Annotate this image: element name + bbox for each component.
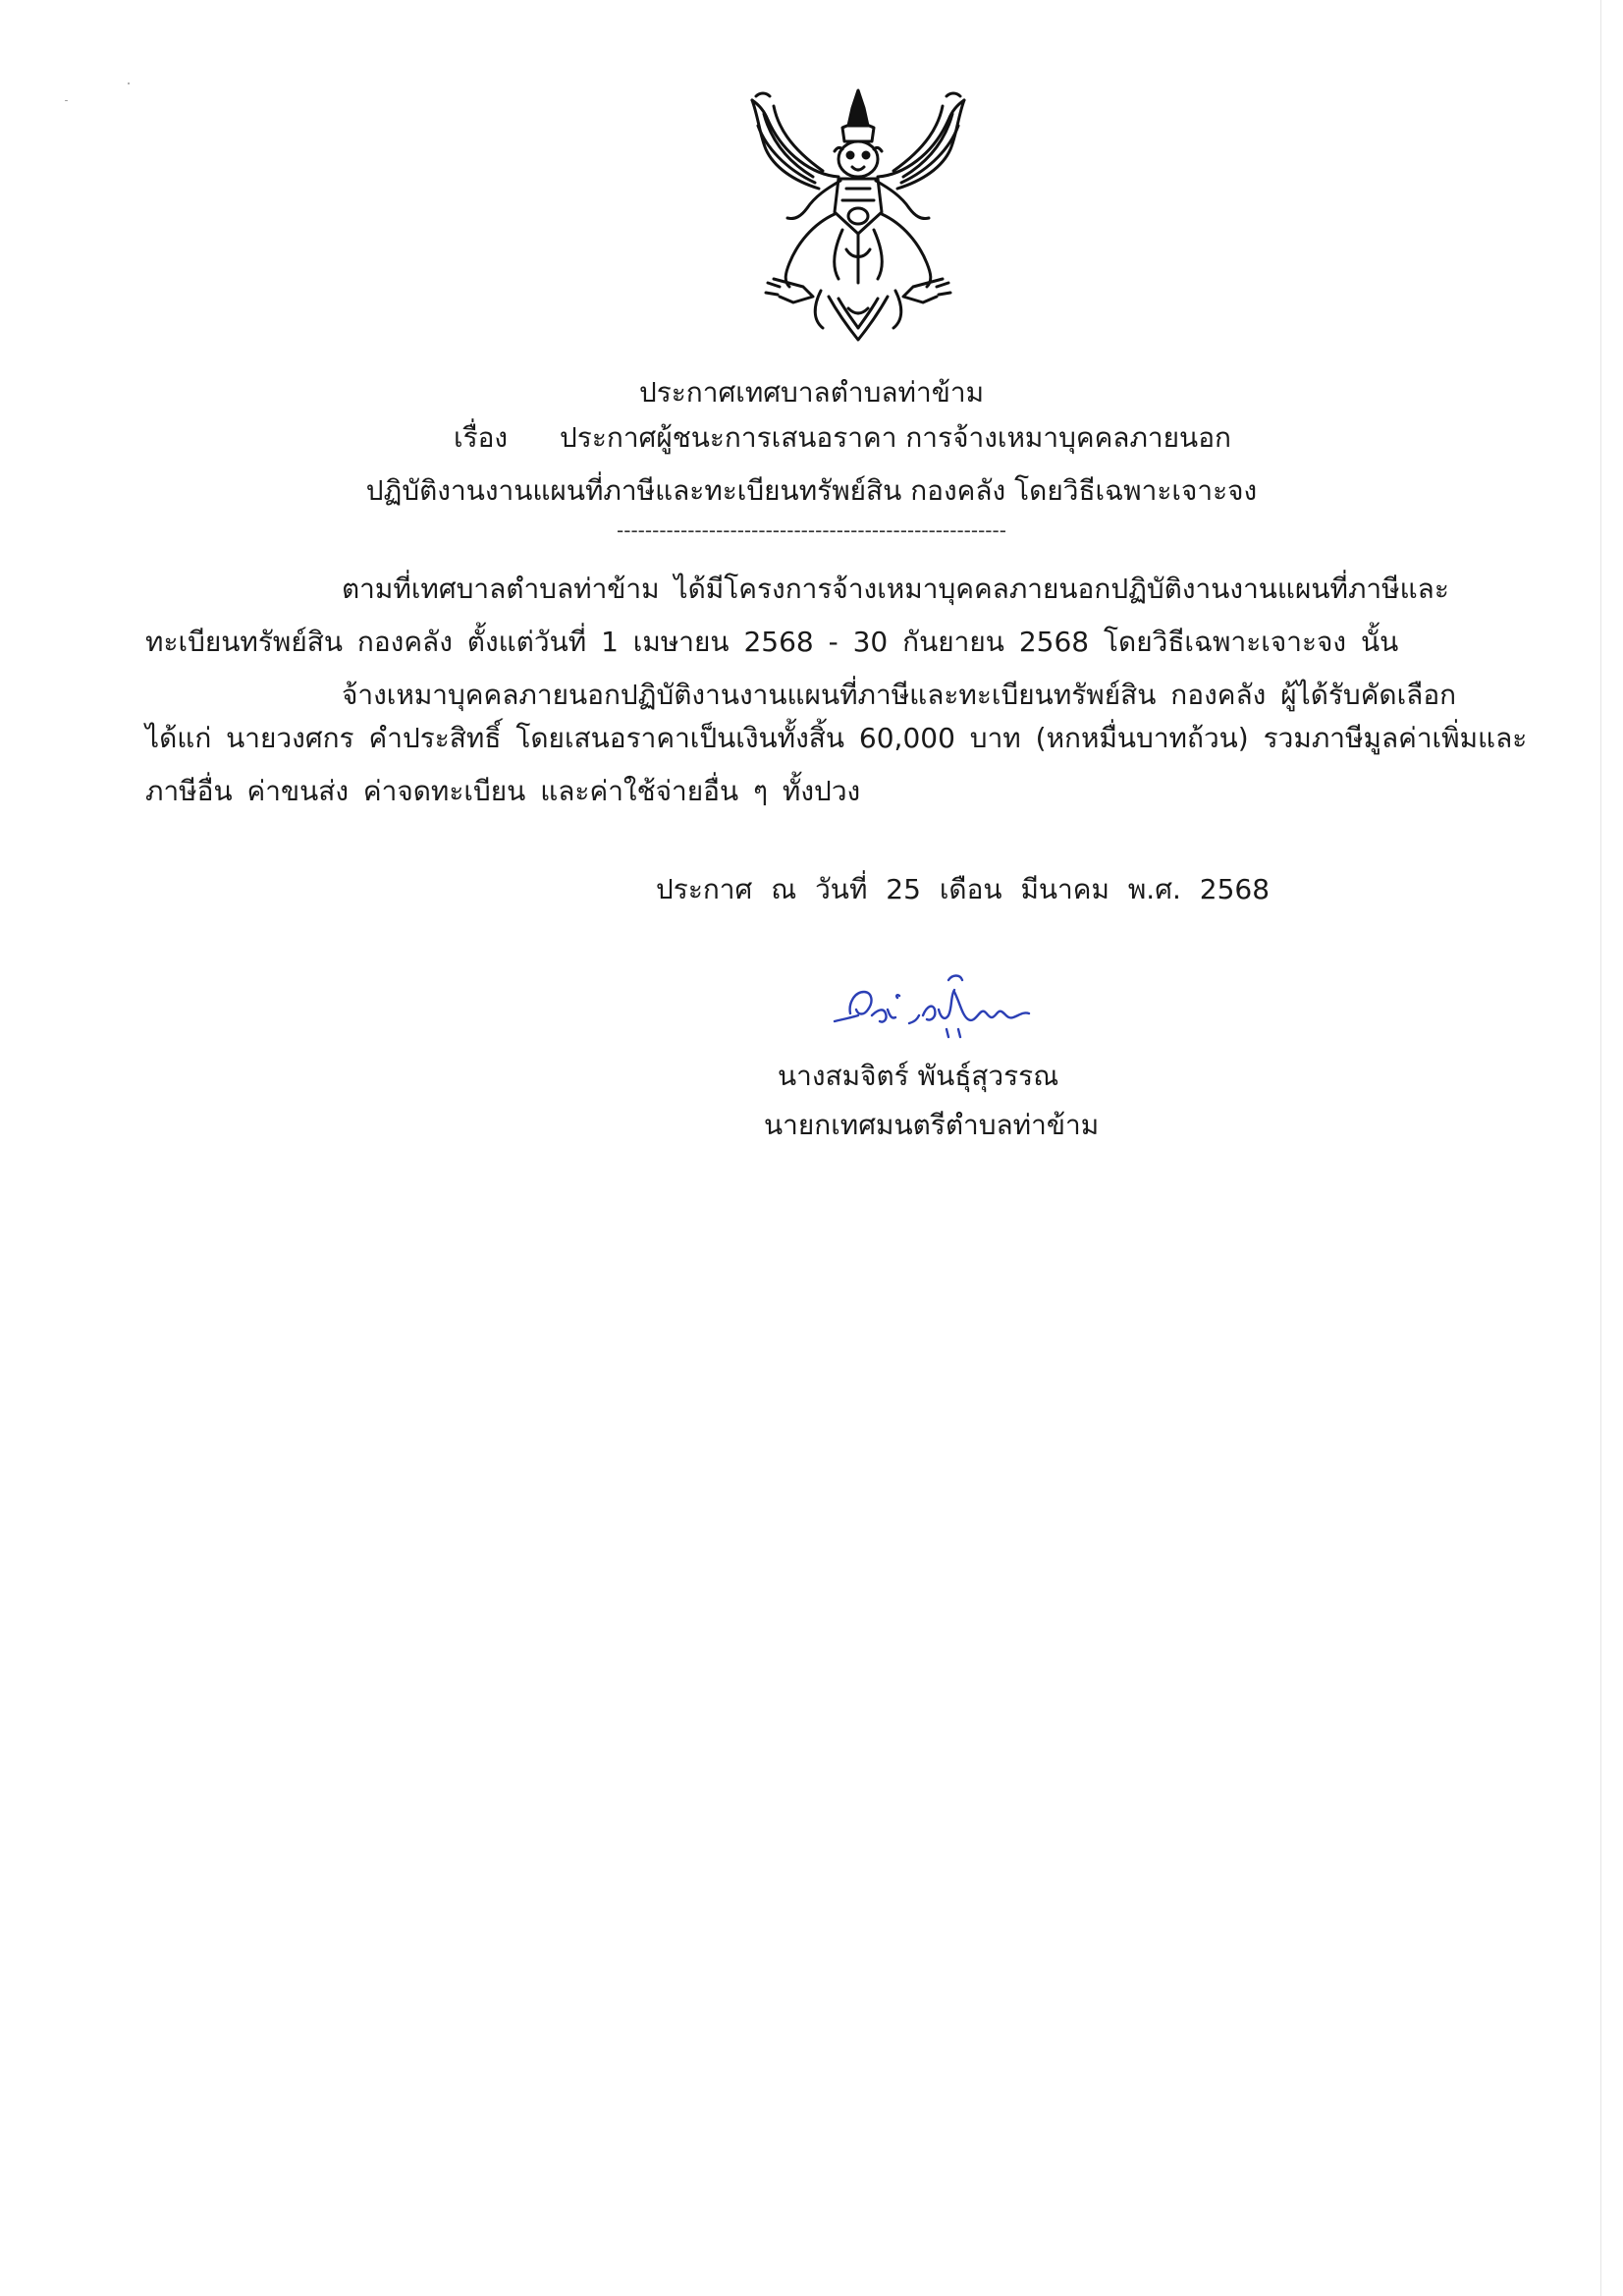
subject-row <box>454 420 1231 456</box>
garuda-emblem-icon <box>744 86 972 344</box>
signer-name: นางสมจิตร์ พันธุ์สุวรรณ <box>778 1060 1059 1092</box>
handwritten-signature <box>829 970 1084 1049</box>
body-paragraph2-line2: ได้แก่ นายวงศกร คำประสิทธิ์ โดยเสนอราคาเป็นเงินทั้งสิ้น 60,000 บาท (หกหมื่นบาทถ้วน) รวมภาษีมูลค่าเพิ่มและ <box>145 722 1528 754</box>
signer-position: นายกเทศมนตรีตำบลท่าข้าม <box>764 1109 1100 1141</box>
subject-text-line2: ปฏิบัติงานงานแผนที่ภาษีและทะเบียนทรัพย์สิน กองคลัง โดยวิธีเฉพาะเจาะจง <box>365 474 1258 507</box>
subject-label: เรื่อง <box>454 421 509 454</box>
divider: ------------------------------------------------------- <box>617 519 1006 542</box>
announcement-date: ประกาศ ณ วันที่ 25 เดือน มีนาคม พ.ศ. 2568 <box>656 873 1271 905</box>
scan-edge-line <box>1600 0 1601 2296</box>
body-paragraph2-line3: ภาษีอื่น ค่าขนส่ง ค่าจดทะเบียน และค่าใช้จ่ายอื่น ๆ ทั้งปวง <box>145 775 861 807</box>
scan-speck <box>128 82 130 84</box>
body-paragraph1-line2: ทะเบียนทรัพย์สิน กองคลัง ตั้งแต่วันที่ 1 เมษายน 2568 - 30 กันยายน 2568 โดยวิธีเฉพาะเจาะจง นั้น <box>145 626 1399 658</box>
scan-speck <box>65 100 68 101</box>
body-paragraph1-line1: ตามที่เทศบาลตำบลท่าข้าม ได้มีโครงการจ้างเหมาบุคคลภายนอกปฏิบัติงานงานแผนที่ภาษีและ <box>342 573 1449 605</box>
body-paragraph2-line1: จ้างเหมาบุคคลภายนอกปฏิบัติงานงานแผนที่ภาษีและทะเบียนทรัพย์สิน กองคลัง ผู้ได้รับคัดเลือก <box>342 679 1457 711</box>
announcement-title: ประกาศเทศบาลตำบลท่าข้าม <box>638 376 985 409</box>
subject-text-line1: ประกาศผู้ชนะการเสนอราคา การจ้างเหมาบุคคลภายนอก <box>560 421 1231 454</box>
